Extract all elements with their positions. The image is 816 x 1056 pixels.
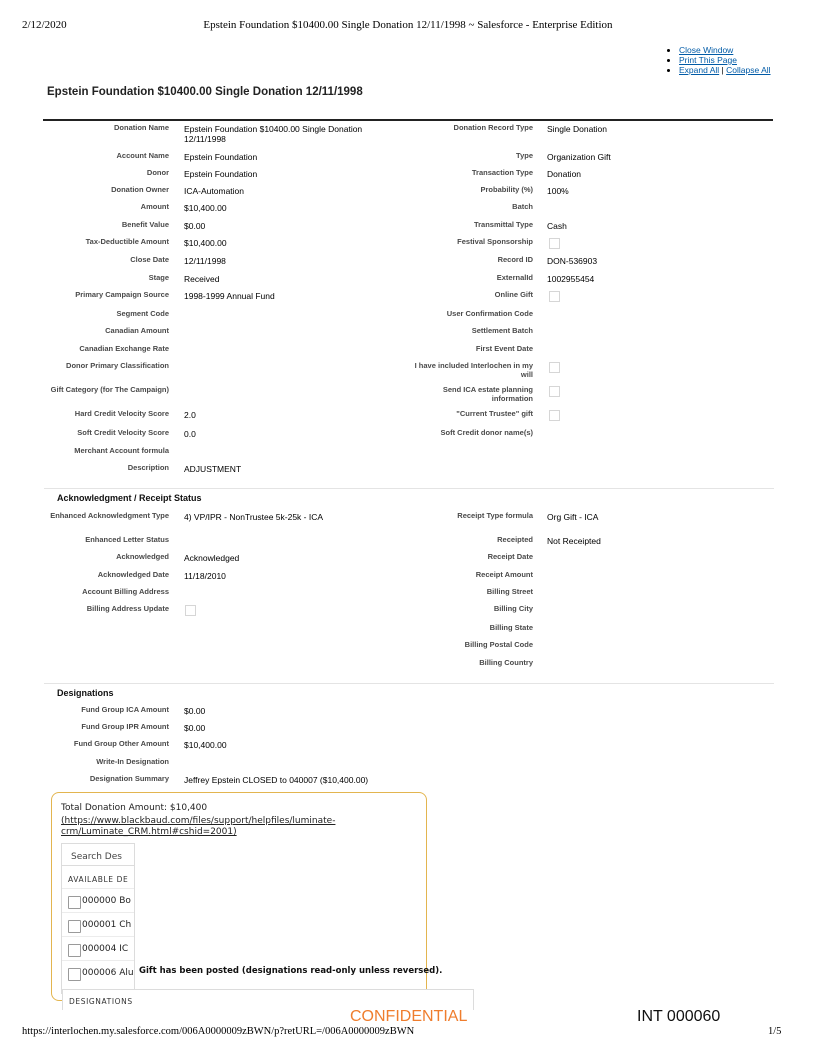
transmittal-type-value: Cash bbox=[547, 221, 567, 231]
hard-credit-label: Hard Credit Velocity Score bbox=[74, 409, 169, 418]
settlement-batch-label: Settlement Batch bbox=[471, 326, 533, 335]
type-value: Organization Gift bbox=[547, 152, 611, 162]
total-donation-amount: Total Donation Amount: $10,400 bbox=[61, 803, 208, 813]
row-ica-amount bbox=[44, 706, 774, 723]
donor-value: Epstein Foundation bbox=[184, 169, 258, 179]
owner-value: ICA-Automation bbox=[184, 186, 244, 196]
ack-date-value: 11/18/2010 bbox=[184, 571, 226, 581]
billing-update-checkbox bbox=[185, 605, 196, 616]
billing-update-label: Billing Address Update bbox=[86, 604, 169, 613]
billing-street-label: Billing Street bbox=[486, 587, 533, 596]
row-account-billing bbox=[44, 588, 774, 605]
canadian-rate-label: Canadian Exchange Rate bbox=[79, 344, 169, 353]
ack-date-label: Acknowledged Date bbox=[97, 570, 169, 579]
record-id-value: DON-536903 bbox=[547, 256, 598, 266]
collapse-all-link[interactable]: Collapse All bbox=[726, 65, 771, 75]
billing-postal-label: Billing Postal Code bbox=[464, 640, 533, 649]
tax-deductible-label: Tax-Deductible Amount bbox=[85, 237, 169, 246]
batch-label: Batch bbox=[512, 202, 533, 211]
record-type-label: Donation Record Type bbox=[453, 123, 533, 132]
first-event-date-label: First Event Date bbox=[475, 344, 533, 353]
festival-sponsorship-label: Festival Sponsorship bbox=[457, 237, 533, 246]
billing-country-label: Billing Country bbox=[479, 658, 533, 667]
designation-option-label: 000001 Ch bbox=[82, 920, 132, 930]
donation-name-label: Donation Name bbox=[113, 123, 169, 132]
designations-panel-header bbox=[62, 989, 474, 1010]
transmittal-type-label: Transmittal Type bbox=[473, 220, 533, 229]
included-will-checkbox bbox=[549, 362, 560, 373]
row-soft-credit bbox=[44, 429, 774, 446]
account-name-label: Account Name bbox=[116, 151, 169, 160]
footer-url: https://interlochen.my.salesforce.com/006A0000009zBWN/p?retURL=/006A0000009zBWN bbox=[22, 1026, 415, 1037]
designations-header-label: DESIGNATIONS bbox=[69, 997, 133, 1006]
ica-amount-value: $0.00 bbox=[184, 706, 206, 716]
row-segment-code bbox=[44, 310, 774, 327]
row-billing-country bbox=[44, 659, 774, 676]
footer-page-number: 1/5 bbox=[768, 1026, 782, 1037]
row-hard-credit bbox=[44, 410, 774, 427]
billing-city-label: Billing City bbox=[493, 604, 533, 613]
designation-checkbox[interactable] bbox=[68, 968, 81, 981]
designation-checkbox[interactable] bbox=[68, 944, 81, 957]
canadian-amount-label: Canadian Amount bbox=[105, 326, 169, 335]
designation-option-label: 000000 Bo bbox=[82, 896, 131, 906]
designation-checkbox[interactable] bbox=[68, 896, 81, 909]
hard-credit-value: 2.0 bbox=[184, 410, 196, 420]
record-type-value: Single Donation bbox=[547, 124, 608, 134]
receipt-amount-label: Receipt Amount bbox=[475, 570, 533, 579]
write-in-label: Write-In Designation bbox=[96, 757, 169, 766]
print-title: Epstein Foundation $10400.00 Single Donation 12/11/1998 ~ Salesforce - Enterprise Edition bbox=[203, 19, 613, 31]
print-date: 2/12/2020 bbox=[22, 19, 67, 31]
close-window-link[interactable]: Close Window bbox=[679, 45, 734, 55]
receipted-label: Receipted bbox=[497, 535, 533, 544]
expand-collapse-item bbox=[679, 65, 771, 75]
designation-option[interactable] bbox=[68, 966, 135, 984]
designation-option-label: 000004 IC bbox=[82, 944, 129, 954]
acknowledged-value: Acknowledged bbox=[184, 553, 240, 563]
row-donor-class bbox=[44, 362, 774, 379]
enhanced-ack-type-value: 4) VP/IPR - NonTrustee 5k-25k - ICA bbox=[184, 512, 324, 522]
acknowledged-label: Acknowledged bbox=[116, 552, 169, 561]
print-page-item bbox=[679, 55, 771, 65]
ica-amount-label: Fund Group ICA Amount bbox=[81, 705, 169, 714]
row-donation-name bbox=[44, 123, 774, 144]
row-enhanced-letter bbox=[44, 536, 774, 553]
donor-label: Donor bbox=[146, 168, 169, 177]
description-value: ADJUSTMENT bbox=[184, 464, 242, 474]
posted-message: Gift has been posted (designations read-only unless reversed). bbox=[139, 966, 443, 976]
print-page-link[interactable]: Print This Page bbox=[679, 55, 737, 65]
row-write-in bbox=[44, 758, 774, 775]
expand-all-link[interactable]: Expand All bbox=[679, 65, 720, 75]
section-divider bbox=[44, 683, 774, 684]
billing-state-label: Billing State bbox=[489, 623, 533, 632]
row-primary-campaign bbox=[44, 291, 774, 308]
ipr-amount-label: Fund Group IPR Amount bbox=[81, 722, 169, 731]
receipt-type-label: Receipt Type formula bbox=[457, 511, 533, 520]
other-amount-label: Fund Group Other Amount bbox=[73, 739, 169, 748]
page-title: Epstein Foundation $10400.00 Single Donation 12/11/1998 bbox=[47, 86, 363, 98]
stage-label: Stage bbox=[148, 273, 169, 282]
festival-sponsorship-checkbox bbox=[549, 238, 560, 249]
row-billing-state bbox=[44, 624, 774, 641]
row-gift-category bbox=[44, 386, 774, 403]
type-label: Type bbox=[516, 151, 533, 160]
designation-widget bbox=[51, 792, 443, 1001]
designation-option-label: 000006 Alu bbox=[82, 968, 134, 978]
soft-credit-label: Soft Credit Velocity Score bbox=[77, 428, 169, 437]
row-canadian-amount bbox=[44, 327, 774, 344]
receipt-type-value: Org Gift - ICA bbox=[547, 512, 599, 522]
external-id-value: 1002955454 bbox=[547, 274, 595, 284]
receipted-value: Not Receipted bbox=[547, 536, 601, 546]
designation-picker bbox=[61, 843, 135, 994]
section-divider bbox=[44, 488, 774, 489]
row-canadian-rate bbox=[44, 345, 774, 362]
included-will-label: I have included Interlochen in my will bbox=[414, 361, 533, 379]
donation-name-value: Epstein Foundation $10400.00 Single Donation 12/11/1998 bbox=[184, 124, 363, 144]
description-label: Description bbox=[127, 463, 169, 472]
current-trustee-checkbox bbox=[549, 410, 560, 421]
designation-option[interactable] bbox=[68, 894, 135, 912]
segment-code-label: Segment Code bbox=[116, 309, 169, 318]
row-stage bbox=[44, 274, 774, 291]
designation-summary-label: Designation Summary bbox=[89, 774, 169, 783]
row-benefit-value bbox=[44, 221, 774, 238]
primary-campaign-label: Primary Campaign Source bbox=[75, 290, 169, 299]
stage-value: Received bbox=[184, 274, 220, 284]
close-window-item bbox=[679, 45, 771, 55]
row-account-name bbox=[44, 152, 774, 169]
probability-label: Probability (%) bbox=[480, 185, 533, 194]
row-amount bbox=[44, 203, 774, 220]
external-id-label: ExternalId bbox=[496, 273, 533, 282]
primary-campaign-value: 1998-1999 Annual Fund bbox=[184, 291, 275, 301]
amount-value: $10,400.00 bbox=[184, 203, 227, 213]
account-name-value: Epstein Foundation bbox=[184, 152, 258, 162]
help-link[interactable]: (https://www.blackbaud.com/files/support/helpfiles/luminate-crm/Luminate_CRM.html#cshid=2001) bbox=[61, 816, 336, 837]
ack-section-title[interactable]: Acknowledgment / Receipt Status bbox=[57, 493, 202, 503]
designation-summary-value: Jeffrey Epstein CLOSED to 040007 ($10,400.00) bbox=[184, 775, 369, 785]
user-confirmation-label: User Confirmation Code bbox=[446, 309, 533, 318]
row-acknowledged bbox=[44, 553, 774, 570]
transaction-type-label: Transaction Type bbox=[471, 168, 533, 177]
ipr-amount-value: $0.00 bbox=[184, 723, 206, 733]
current-trustee-label: "Current Trustee" gift bbox=[456, 409, 533, 418]
designation-search-input[interactable]: Search Des bbox=[62, 844, 134, 866]
available-designations-header: AVAILABLE DE bbox=[68, 875, 129, 884]
other-amount-value: $10,400.00 bbox=[184, 740, 227, 750]
close-date-value: 12/11/1998 bbox=[184, 256, 226, 266]
row-ack-date bbox=[44, 571, 774, 588]
row-ipr-amount bbox=[44, 723, 774, 740]
row-other-amount bbox=[44, 740, 774, 757]
receipt-date-label: Receipt Date bbox=[487, 552, 533, 561]
row-tax-deductible bbox=[44, 238, 774, 255]
designations-section-title[interactable]: Designations bbox=[57, 688, 114, 698]
row-description bbox=[44, 464, 774, 481]
row-donor bbox=[44, 169, 774, 186]
row-enhanced-ack bbox=[44, 512, 774, 529]
designation-checkbox[interactable] bbox=[68, 920, 81, 933]
send-estate-label: Send ICA estate planning information bbox=[442, 385, 533, 403]
probability-value: 100% bbox=[547, 186, 569, 196]
designation-option[interactable] bbox=[68, 942, 135, 960]
record-id-label: Record ID bbox=[497, 255, 533, 264]
row-close-date bbox=[44, 256, 774, 273]
send-estate-checkbox bbox=[549, 386, 560, 397]
online-gift-checkbox bbox=[549, 291, 560, 302]
top-links bbox=[668, 45, 771, 75]
account-billing-label: Account Billing Address bbox=[82, 587, 169, 596]
soft-credit-value: 0.0 bbox=[184, 429, 196, 439]
donor-primary-class-label: Donor Primary Classification bbox=[66, 361, 169, 370]
enhanced-ack-type-label: Enhanced Acknowledgment Type bbox=[50, 511, 169, 520]
confidential-stamp: CONFIDENTIAL bbox=[350, 1008, 468, 1025]
row-designation-summary bbox=[44, 775, 774, 792]
link-separator: | bbox=[719, 65, 727, 75]
close-date-label: Close Date bbox=[130, 255, 169, 264]
designation-option[interactable] bbox=[68, 918, 135, 936]
amount-label: Amount bbox=[140, 202, 169, 211]
benefit-value-value: $0.00 bbox=[184, 221, 206, 231]
merchant-formula-label: Merchant Account formula bbox=[74, 446, 169, 455]
owner-label: Donation Owner bbox=[111, 185, 169, 194]
enhanced-letter-label: Enhanced Letter Status bbox=[85, 535, 169, 544]
tax-deductible-value: $10,400.00 bbox=[184, 238, 227, 248]
row-owner bbox=[44, 186, 774, 203]
row-merchant-formula bbox=[44, 447, 774, 464]
row-billing-update bbox=[44, 605, 774, 622]
benefit-value-label: Benefit Value bbox=[121, 220, 169, 229]
soft-credit-names-label: Soft Credit donor name(s) bbox=[440, 428, 533, 437]
online-gift-label: Online Gift bbox=[494, 290, 533, 299]
transaction-type-value: Donation bbox=[547, 169, 582, 179]
gift-category-label: Gift Category (for The Campaign) bbox=[50, 385, 169, 394]
bates-number: INT 000060 bbox=[637, 1008, 721, 1025]
row-billing-postal bbox=[44, 641, 774, 658]
title-divider bbox=[43, 119, 773, 121]
